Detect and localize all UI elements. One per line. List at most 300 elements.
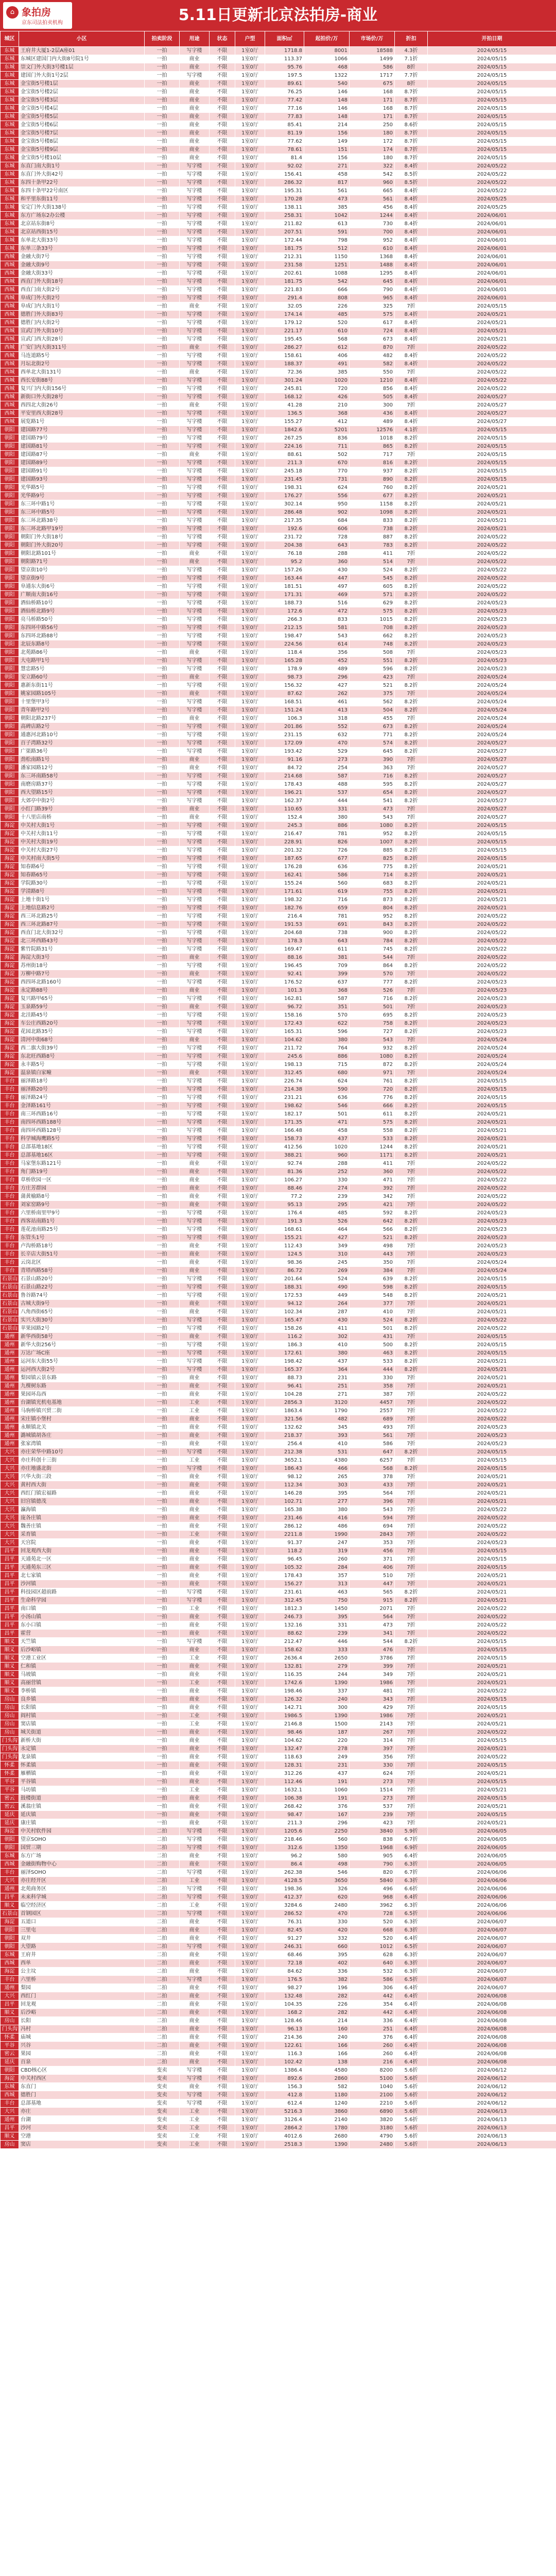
table-row[interactable]	[1, 1630, 556, 1638]
table-row[interactable]	[1, 1003, 556, 1011]
table-row[interactable]	[1, 195, 556, 204]
table-row[interactable]	[1, 1786, 556, 1794]
table-row[interactable]	[1, 1473, 556, 1481]
table-row[interactable]	[1, 245, 556, 253]
cell-start-price: 781	[304, 912, 350, 921]
table-row[interactable]	[1, 805, 556, 814]
table-row[interactable]	[1, 1209, 556, 1217]
table-row[interactable]	[1, 1110, 556, 1118]
cell-status: 不限	[210, 2099, 235, 2108]
table-row[interactable]	[1, 451, 556, 459]
table-row[interactable]	[1, 2050, 556, 2058]
table-row[interactable]	[1, 1547, 556, 1555]
table-row[interactable]	[1, 1836, 556, 1844]
table-row[interactable]	[1, 228, 556, 236]
table-row[interactable]	[1, 1613, 556, 1621]
table-row[interactable]	[1, 1382, 556, 1391]
cell-market-price: 476	[350, 1646, 395, 1654]
table-row[interactable]	[1, 1143, 556, 1151]
table-row[interactable]	[1, 533, 556, 541]
cell-auction-date: 2024/05/23	[428, 607, 556, 616]
table-row[interactable]	[1, 632, 556, 640]
table-row[interactable]	[1, 1935, 556, 1943]
table-row[interactable]	[1, 2083, 556, 2091]
table-row[interactable]	[1, 360, 556, 368]
table-row[interactable]	[1, 1374, 556, 1382]
table-row[interactable]	[1, 1943, 556, 1951]
cell-stage: 一拍	[145, 723, 180, 731]
table-row[interactable]	[1, 616, 556, 624]
table-row[interactable]	[1, 1959, 556, 1968]
cell-area: 88.61	[265, 451, 304, 459]
table-row[interactable]	[1, 1201, 556, 1209]
table-row[interactable]	[1, 1399, 556, 1407]
table-row[interactable]	[1, 162, 556, 171]
table-row[interactable]	[1, 1316, 556, 1325]
table-row[interactable]	[1, 1267, 556, 1275]
table-row[interactable]	[1, 1086, 556, 1094]
column-header-area: 面积㎡	[265, 31, 304, 47]
cell-area: 214.38	[265, 1086, 304, 1094]
table-row[interactable]	[1, 1333, 556, 1341]
table-row[interactable]	[1, 47, 556, 55]
cell-auction-date: 2024/05/21	[428, 492, 556, 500]
table-row[interactable]	[1, 591, 556, 599]
table-row[interactable]	[1, 352, 556, 360]
table-row[interactable]	[1, 146, 556, 154]
table-row[interactable]	[1, 88, 556, 96]
table-row[interactable]	[1, 1597, 556, 1605]
table-row[interactable]	[1, 607, 556, 616]
table-row[interactable]	[1, 978, 556, 987]
table-row[interactable]	[1, 1951, 556, 1959]
table-row[interactable]	[1, 1234, 556, 1242]
table-row[interactable]	[1, 96, 556, 105]
table-row[interactable]	[1, 1094, 556, 1102]
table-row[interactable]	[1, 1885, 556, 1893]
table-row[interactable]	[1, 253, 556, 261]
table-row[interactable]	[1, 1580, 556, 1588]
table-row[interactable]	[1, 220, 556, 228]
table-row[interactable]	[1, 640, 556, 649]
cell-auction-date: 2024/06/08	[428, 1992, 556, 2001]
table-row[interactable]	[1, 945, 556, 954]
table-row[interactable]	[1, 987, 556, 995]
table-row[interactable]	[1, 2124, 556, 2132]
table-row[interactable]	[1, 1036, 556, 1044]
table-row[interactable]	[1, 814, 556, 822]
table-row[interactable]	[1, 1877, 556, 1885]
table-row[interactable]	[1, 1308, 556, 1316]
table-row[interactable]	[1, 113, 556, 121]
table-row[interactable]	[1, 269, 556, 278]
table-row[interactable]	[1, 929, 556, 937]
table-row[interactable]	[1, 1300, 556, 1308]
cell-district: 东城	[1, 1951, 19, 1959]
table-row[interactable]	[1, 1588, 556, 1597]
table-row[interactable]	[1, 797, 556, 805]
table-row[interactable]	[1, 410, 556, 418]
table-row[interactable]	[1, 1184, 556, 1193]
table-row[interactable]	[1, 838, 556, 846]
table-row[interactable]	[1, 1069, 556, 1077]
table-row[interactable]	[1, 1860, 556, 1869]
cell-market-price: 273	[350, 1778, 395, 1786]
table-row[interactable]	[1, 2116, 556, 2124]
table-row[interactable]	[1, 904, 556, 912]
table-row[interactable]	[1, 1992, 556, 2001]
table-row[interactable]	[1, 954, 556, 962]
table-row[interactable]	[1, 739, 556, 748]
table-row[interactable]	[1, 937, 556, 945]
table-row[interactable]	[1, 335, 556, 344]
table-row[interactable]	[1, 1803, 556, 1811]
table-row[interactable]	[1, 1151, 556, 1160]
table-row[interactable]	[1, 1028, 556, 1036]
cell-auction-date: 2024/05/22	[428, 1728, 556, 1737]
table-row[interactable]	[1, 1349, 556, 1358]
table-row[interactable]	[1, 2025, 556, 2033]
table-row[interactable]	[1, 1687, 556, 1696]
cell-district: 西城	[1, 286, 19, 294]
cell-usage: 写字楼	[180, 269, 210, 278]
table-row[interactable]	[1, 1176, 556, 1184]
table-row[interactable]	[1, 1654, 556, 1663]
cell-market-price: 423	[350, 673, 395, 682]
table-row[interactable]	[1, 1259, 556, 1267]
table-row[interactable]	[1, 1794, 556, 1803]
table-row[interactable]	[1, 1011, 556, 1020]
table-row[interactable]	[1, 830, 556, 838]
table-row[interactable]	[1, 1984, 556, 1992]
table-row[interactable]	[1, 1044, 556, 1053]
table-row[interactable]	[1, 1341, 556, 1349]
table-row[interactable]	[1, 302, 556, 311]
table-row[interactable]	[1, 187, 556, 195]
table-row[interactable]	[1, 550, 556, 558]
table-row[interactable]	[1, 665, 556, 673]
table-row[interactable]	[1, 772, 556, 781]
cell-auction-date: 2024/05/24	[428, 1267, 556, 1275]
table-row[interactable]	[1, 154, 556, 162]
table-row[interactable]	[1, 715, 556, 723]
cell-district: 海淀	[1, 1069, 19, 1077]
table-row[interactable]	[1, 1514, 556, 1522]
table-row[interactable]	[1, 879, 556, 888]
table-row[interactable]	[1, 1226, 556, 1234]
table-row[interactable]	[1, 1102, 556, 1110]
table-row[interactable]	[1, 105, 556, 113]
table-row[interactable]	[1, 1366, 556, 1374]
table-row[interactable]	[1, 1275, 556, 1283]
table-row[interactable]	[1, 2108, 556, 2116]
table-row[interactable]	[1, 1646, 556, 1654]
table-row[interactable]	[1, 912, 556, 921]
table-row[interactable]	[1, 1745, 556, 1753]
table-row[interactable]	[1, 2075, 556, 2083]
table-row[interactable]	[1, 995, 556, 1003]
table-row[interactable]	[1, 2001, 556, 2009]
table-row[interactable]	[1, 1869, 556, 1877]
table-row[interactable]	[1, 896, 556, 904]
table-row[interactable]	[1, 1976, 556, 1984]
table-row[interactable]	[1, 1778, 556, 1786]
table-row[interactable]	[1, 583, 556, 591]
table-row[interactable]	[1, 286, 556, 294]
table-row[interactable]	[1, 236, 556, 245]
table-row[interactable]	[1, 2033, 556, 2042]
table-row[interactable]	[1, 1325, 556, 1333]
table-row[interactable]	[1, 1902, 556, 1910]
table-row[interactable]	[1, 1391, 556, 1399]
cell-usage: 写字楼	[180, 1869, 210, 1877]
table-row[interactable]	[1, 1432, 556, 1440]
table-row[interactable]	[1, 121, 556, 129]
table-row[interactable]	[1, 171, 556, 179]
table-row[interactable]	[1, 72, 556, 80]
table-row[interactable]	[1, 649, 556, 657]
cell-usage: 写字楼	[180, 1011, 210, 1020]
cell-market-price: 325	[350, 302, 395, 311]
table-row[interactable]	[1, 1605, 556, 1613]
table-row[interactable]	[1, 731, 556, 739]
table-row[interactable]	[1, 863, 556, 871]
table-row[interactable]	[1, 921, 556, 929]
table-row[interactable]	[1, 690, 556, 698]
cell-district: 房山	[1, 1728, 19, 1737]
cell-stage: 一拍	[145, 212, 180, 220]
table-row[interactable]	[1, 1053, 556, 1061]
table-row[interactable]	[1, 2099, 556, 2108]
cell-auction-date: 2024/05/24	[428, 682, 556, 690]
table-row[interactable]	[1, 970, 556, 978]
table-row[interactable]	[1, 467, 556, 476]
table-row[interactable]	[1, 1753, 556, 1761]
cell-community: 金融街购物中心	[19, 1860, 145, 1869]
table-row[interactable]	[1, 2141, 556, 2149]
table-row[interactable]	[1, 1292, 556, 1300]
cell-stage: 一拍	[145, 1069, 180, 1077]
table-row[interactable]	[1, 1638, 556, 1646]
table-row[interactable]	[1, 855, 556, 863]
table-row[interactable]	[1, 2042, 556, 2050]
table-row[interactable]	[1, 443, 556, 451]
table-row[interactable]	[1, 385, 556, 393]
table-row[interactable]	[1, 962, 556, 970]
table-row[interactable]	[1, 1465, 556, 1473]
cell-auction-date: 2024/05/22	[428, 344, 556, 352]
table-row[interactable]	[1, 484, 556, 492]
cell-discount: 8.2折	[395, 541, 428, 550]
table-row[interactable]	[1, 682, 556, 690]
table-row[interactable]	[1, 1555, 556, 1564]
table-row[interactable]	[1, 871, 556, 879]
table-row[interactable]	[1, 541, 556, 550]
table-row[interactable]	[1, 2009, 556, 2017]
table-row[interactable]	[1, 1127, 556, 1135]
table-row[interactable]	[1, 476, 556, 484]
cell-usage: 写字楼	[180, 706, 210, 715]
table-row[interactable]	[1, 657, 556, 665]
table-row[interactable]	[1, 2132, 556, 2141]
table-row[interactable]	[1, 1440, 556, 1448]
table-row[interactable]	[1, 822, 556, 830]
table-row[interactable]	[1, 344, 556, 352]
cell-community: 东三环南路58号	[19, 772, 145, 781]
table-row[interactable]	[1, 781, 556, 789]
table-row[interactable]	[1, 212, 556, 220]
table-row[interactable]	[1, 1621, 556, 1630]
table-row[interactable]	[1, 1423, 556, 1432]
table-row[interactable]	[1, 80, 556, 88]
table-row[interactable]	[1, 756, 556, 764]
table-row[interactable]	[1, 492, 556, 500]
table-row[interactable]	[1, 1118, 556, 1127]
table-row[interactable]	[1, 1663, 556, 1671]
cell-discount: 8.4折	[395, 195, 428, 204]
table-row[interactable]	[1, 1415, 556, 1423]
table-row[interactable]	[1, 434, 556, 443]
table-row[interactable]	[1, 311, 556, 319]
table-row[interactable]	[1, 129, 556, 138]
table-row[interactable]	[1, 1844, 556, 1852]
table-row[interactable]	[1, 2017, 556, 2025]
table-row[interactable]	[1, 401, 556, 410]
table-row[interactable]	[1, 846, 556, 855]
table-row[interactable]	[1, 1358, 556, 1366]
table-row[interactable]	[1, 1819, 556, 1827]
table-row[interactable]	[1, 1217, 556, 1226]
cell-stage: 一拍	[145, 179, 180, 187]
cell-auction-date: 2024/05/21	[428, 1308, 556, 1316]
table-row[interactable]	[1, 599, 556, 607]
table-row[interactable]	[1, 1160, 556, 1168]
table-row[interactable]	[1, 1720, 556, 1728]
table-row[interactable]	[1, 1020, 556, 1028]
table-row[interactable]	[1, 294, 556, 302]
table-row[interactable]	[1, 1728, 556, 1737]
table-row[interactable]	[1, 698, 556, 706]
table-row[interactable]	[1, 1168, 556, 1176]
table-row[interactable]	[1, 1852, 556, 1860]
table-row[interactable]	[1, 1827, 556, 1836]
table-row[interactable]	[1, 1564, 556, 1572]
table-row[interactable]	[1, 1489, 556, 1498]
table-row[interactable]	[1, 377, 556, 385]
cell-auction-date: 2024/06/06	[428, 1902, 556, 1910]
table-row[interactable]	[1, 1761, 556, 1770]
table-row[interactable]	[1, 1671, 556, 1679]
table-row[interactable]	[1, 204, 556, 212]
table-row[interactable]	[1, 1926, 556, 1935]
table-row[interactable]	[1, 525, 556, 533]
table-row[interactable]	[1, 723, 556, 731]
table-row[interactable]	[1, 1893, 556, 1902]
cell-discount: 6.4折	[395, 1852, 428, 1860]
table-row[interactable]	[1, 888, 556, 896]
table-row[interactable]	[1, 1811, 556, 1819]
table-row[interactable]	[1, 179, 556, 187]
table-row[interactable]	[1, 1506, 556, 1514]
table-row[interactable]	[1, 1696, 556, 1704]
table-row[interactable]	[1, 319, 556, 327]
table-row[interactable]	[1, 1918, 556, 1926]
cell-area: 98.36	[265, 1259, 304, 1267]
table-row[interactable]	[1, 1704, 556, 1712]
table-row[interactable]	[1, 327, 556, 335]
table-row[interactable]	[1, 706, 556, 715]
cell-stage: 一拍	[145, 1506, 180, 1514]
table-row[interactable]	[1, 1448, 556, 1456]
table-row[interactable]	[1, 1737, 556, 1745]
cell-community: 永定镇	[19, 1745, 145, 1753]
table-row[interactable]	[1, 426, 556, 434]
table-row[interactable]	[1, 418, 556, 426]
table-row[interactable]	[1, 748, 556, 756]
table-row[interactable]	[1, 1522, 556, 1531]
table-row[interactable]	[1, 2058, 556, 2066]
table-row[interactable]	[1, 1135, 556, 1143]
table-row[interactable]	[1, 574, 556, 583]
table-row[interactable]	[1, 517, 556, 525]
table-row[interactable]	[1, 566, 556, 574]
table-row[interactable]	[1, 1679, 556, 1687]
table-row[interactable]	[1, 368, 556, 377]
cell-community: 西大望路15号	[19, 789, 145, 797]
table-row[interactable]	[1, 278, 556, 286]
table-row[interactable]	[1, 261, 556, 269]
table-row[interactable]	[1, 558, 556, 566]
table-row[interactable]	[1, 500, 556, 509]
table-row[interactable]	[1, 764, 556, 772]
table-row[interactable]	[1, 1531, 556, 1539]
table-row[interactable]	[1, 1498, 556, 1506]
table-row[interactable]	[1, 624, 556, 632]
cell-market-price: 354	[350, 2001, 395, 2009]
cell-discount: 8.4折	[395, 410, 428, 418]
table-row[interactable]	[1, 1061, 556, 1069]
table-row[interactable]	[1, 1481, 556, 1489]
table-row[interactable]	[1, 1283, 556, 1292]
table-row[interactable]	[1, 1770, 556, 1778]
table-row[interactable]	[1, 1712, 556, 1720]
cell-district: 大兴	[1, 2108, 19, 2116]
table-row[interactable]	[1, 63, 556, 72]
table-row[interactable]	[1, 459, 556, 467]
table-row[interactable]	[1, 55, 556, 63]
table-row[interactable]	[1, 1407, 556, 1415]
cell-area: 98.27	[265, 1984, 304, 1992]
table-row[interactable]	[1, 2091, 556, 2099]
table-row[interactable]	[1, 1572, 556, 1580]
table-row[interactable]	[1, 138, 556, 146]
table-row[interactable]	[1, 1968, 556, 1976]
table-row[interactable]	[1, 1242, 556, 1250]
table-row[interactable]	[1, 393, 556, 401]
table-row[interactable]	[1, 1910, 556, 1918]
table-row[interactable]	[1, 1539, 556, 1547]
table-row[interactable]	[1, 1250, 556, 1259]
table-row[interactable]	[1, 509, 556, 517]
table-row[interactable]	[1, 673, 556, 682]
table-row[interactable]	[1, 789, 556, 797]
table-row[interactable]	[1, 1456, 556, 1465]
cell-market-price: 433	[350, 1481, 395, 1489]
table-row[interactable]	[1, 1193, 556, 1201]
table-row[interactable]	[1, 2066, 556, 2075]
cell-area: 4012.6	[265, 2132, 304, 2141]
table-row[interactable]	[1, 1077, 556, 1086]
